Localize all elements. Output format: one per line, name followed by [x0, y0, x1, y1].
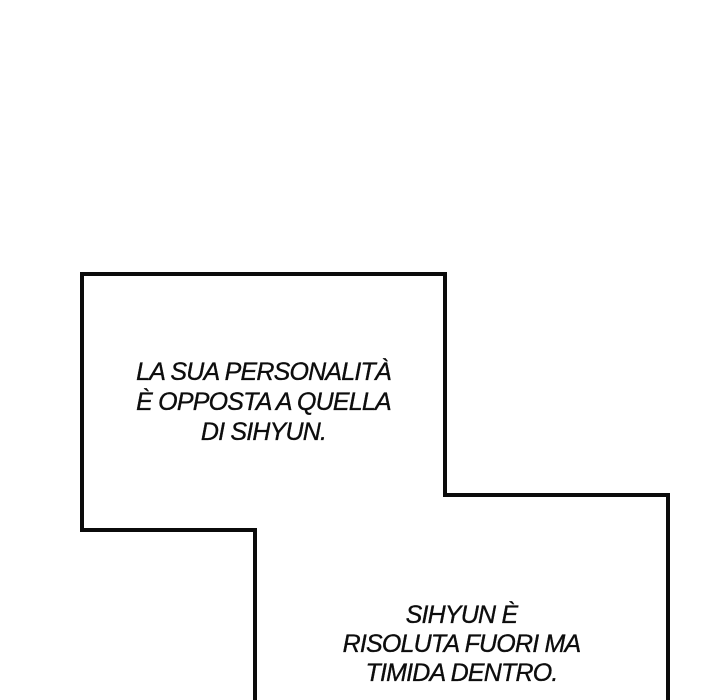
- speech-line-1: LA SUA PERSONALITÀ: [136, 358, 391, 386]
- speech-line-3: DI SIHYUN.: [200, 418, 327, 446]
- speech-line-2: È OPPOSTA A QUELLA: [136, 388, 391, 416]
- speech-line-1: SIHYUN È: [405, 601, 518, 629]
- speech-line-2: RISOLUTA FUORI MA: [342, 630, 581, 658]
- speech-bubble-2: [257, 601, 666, 688]
- speech-line-3: TIMIDA DENTRO.: [365, 659, 558, 687]
- speech-bubble-1: [84, 276, 443, 528]
